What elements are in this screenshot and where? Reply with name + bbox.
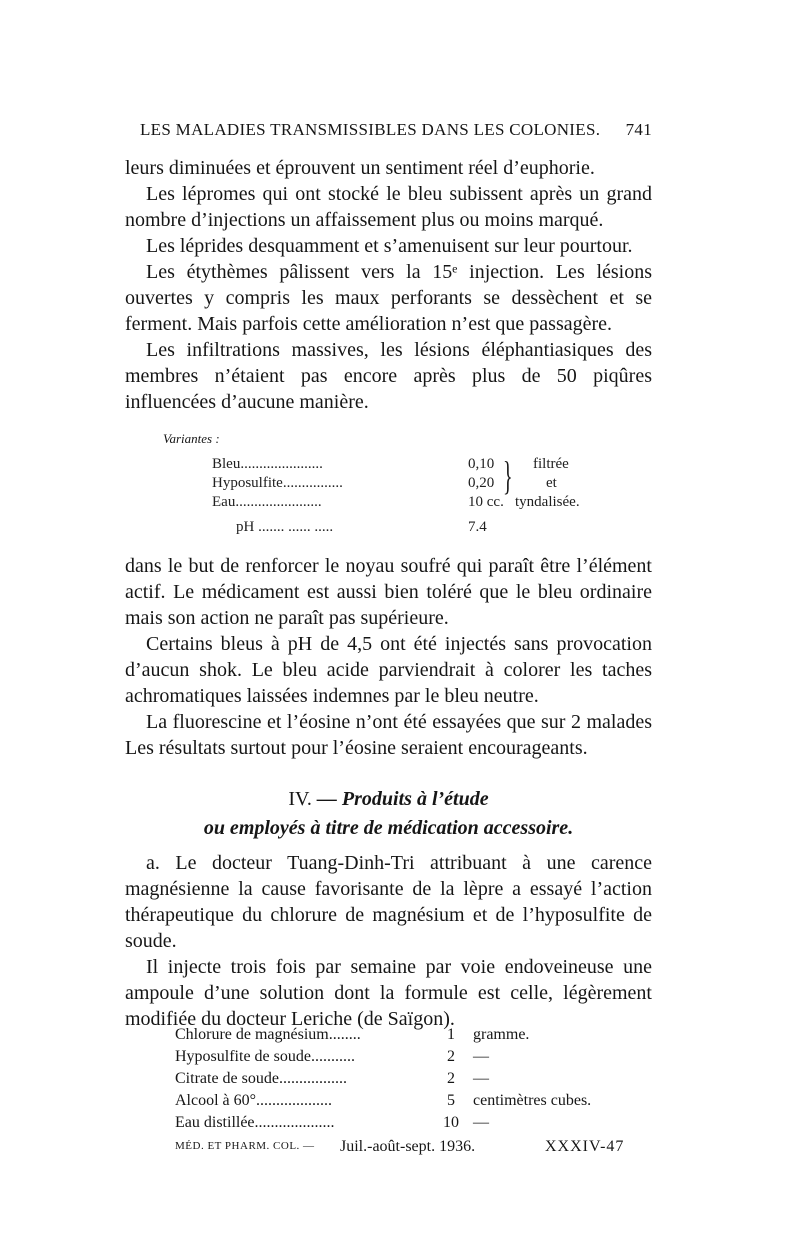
paragraph: Certains bleus à pH de 4,5 ont été injectés sans provocation d’aucun shok. Le bleu acide parviendrait à colorer les taches achromatiques laissées indemnes par le bleu neutre. <box>125 633 652 707</box>
variante-value: 0,10 <box>468 456 495 472</box>
variante-value: 10 cc. <box>468 494 504 510</box>
brace: } <box>503 453 513 498</box>
variante-name: Bleu...................... <box>212 456 323 472</box>
formula-ingredient: Citrate de soude................. <box>175 1070 347 1087</box>
paragraph: a. Le docteur Tuang-Dinh-Tri attribuant à une carence magnésienne la cause favorisante de la lèpre a essayé l’action thérapeutique du chlorure de magnésium et de l’hyposulfite de soude. <box>125 852 652 952</box>
variante-name: Hyposulfite................ <box>212 475 343 491</box>
variante-note: et <box>546 475 557 491</box>
section-number: IV. <box>288 788 312 810</box>
issue-date: Juil.-août-sept. 1936. <box>340 1138 476 1155</box>
variante-note: filtrée <box>533 456 569 472</box>
variante-value: 0,20 <box>468 475 495 491</box>
formula-quantity: 5 <box>447 1092 455 1109</box>
page-number: 741 <box>625 120 652 139</box>
running-title: LES MALADIES TRANSMISSIBLES DANS LES COLONIES. <box>140 120 601 139</box>
body-text-top <box>125 155 652 415</box>
formula-ingredient: Chlorure de magnésium........ <box>175 1026 361 1043</box>
section-title-line: — Produits à l’étude <box>316 788 489 810</box>
paragraph: Les étythèmes pâlissent vers la 15ᵉ injection. Les lésions ouvertes y compris les maux perforants se dessèchent et se ferment. Mais parfois cette amélioration n’est que passagère. <box>125 261 652 335</box>
paragraph: Il injecte trois fois par semaine par voie endoveineuse une ampoule d’une solution dont la formule est celle, légèrement modifiée du docteur Leriche (de Saïgon). <box>125 956 652 1030</box>
body-text-bottom <box>125 850 652 1032</box>
formula-ingredient: Eau distillée.................... <box>175 1114 335 1131</box>
variante-name: Eau....................... <box>212 494 322 510</box>
formula-unit: — <box>473 1070 489 1087</box>
section-heading <box>125 785 652 843</box>
paragraph: Les lépromes qui ont stocké le bleu subissent après un grand nombre d’injections un affaissement plus ou moins marqué. <box>125 183 652 231</box>
paragraph: La fluorescine et l’éosine n’ont été essayées que sur 2 malades Les résultats surtout pour l’éosine seraient encourageants. <box>125 711 652 759</box>
variante-value: 7.4 <box>468 519 487 535</box>
formula-quantity: 10 <box>443 1114 459 1131</box>
variante-name: pH ....... ...... ..... <box>236 519 334 535</box>
paragraph: Les infiltrations massives, les lésions éléphantiasiques des membres n’étaient pas encore après plus de 50 piqûres influencées d’aucune manière. <box>125 339 652 413</box>
paragraph: leurs diminuées et éprouvent un sentiment réel d’euphorie. <box>125 157 595 179</box>
formula-unit: — <box>473 1048 489 1065</box>
running-header <box>140 120 652 146</box>
page-footer <box>175 1138 625 1162</box>
formula-ingredient: Alcool à 60°................... <box>175 1092 333 1109</box>
formula-quantity: 2 <box>447 1070 455 1087</box>
formula-unit: gramme. <box>473 1026 530 1043</box>
variante-note: tyndalisée. <box>515 494 580 510</box>
journal-name: MÉD. ET PHARM. COL. — <box>175 1140 315 1152</box>
variantes-label: Variantes : <box>163 431 220 446</box>
formula-ingredient: Hyposulfite de soude........... <box>175 1048 355 1065</box>
formula-quantity: 2 <box>447 1048 455 1065</box>
body-text-mid <box>125 553 652 761</box>
formula-quantity: 1 <box>447 1026 455 1043</box>
paragraph: Les léprides desquamment et s’amenuisent sur leur pourtour. <box>146 235 633 257</box>
paragraph: dans le but de renforcer le noyau soufré qui paraît être l’élément actif. Le médicament est aussi bien toléré que le bleu ordinaire mais son action ne paraît pas supérieure. <box>125 555 652 629</box>
formula-unit: — <box>473 1114 489 1131</box>
signature-mark: XXXIV-47 <box>545 1138 625 1155</box>
formula-unit: centimètres cubes. <box>473 1092 592 1109</box>
section-title-line: ou employés à titre de médication accessoire. <box>203 817 574 839</box>
